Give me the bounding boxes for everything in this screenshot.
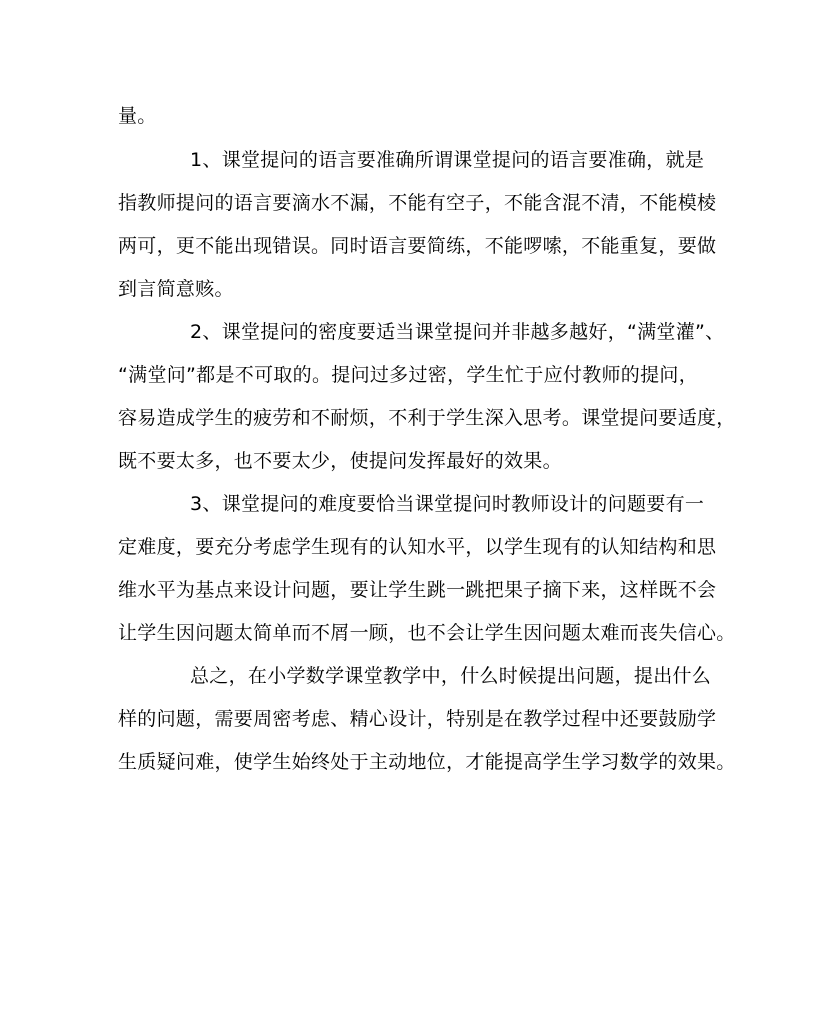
paragraph-line: 总之，在小学数学课堂教学中，什么时候提出问题，提出什么 [190, 665, 712, 687]
paragraph-line: 指教师提问的语言要滴水不漏，不能有空子，不能含混不清，不能模棱 [118, 192, 717, 214]
paragraph-line: 量。 [118, 105, 157, 127]
paragraph-line: “满堂问”都是不可取的。提问过多过密，学生忙于应付教师的提问， [118, 364, 698, 386]
paragraph-line: 2、课堂提问的密度要适当课堂提问并非越多越好，“满堂灌”、 [190, 321, 725, 343]
paragraph-line: 维水平为基点来设计问题，要让学生跳一跳把果子摘下来，这样既不会 [118, 579, 717, 601]
paragraph-line: 3、课堂提问的难度要恰当课堂提问时教师设计的问题要有一 [190, 493, 705, 515]
paragraph-line: 到言简意赅。 [118, 278, 234, 300]
paragraph-line: 定难度，要充分考虑学生现有的认知水平，以学生现有的认知结构和思 [118, 536, 717, 558]
paragraph-line: 容易造成学生的疲劳和不耐烦，不利于学生深入思考。课堂提问要适度， [118, 407, 736, 429]
paragraph-line: 两可，更不能出现错误。同时语言要简练，不能啰嗦，不能重复，要做 [118, 235, 717, 257]
paragraph-line: 1、课堂提问的语言要准确所谓课堂提问的语言要准确，就是 [190, 149, 705, 171]
paragraph-line: 既不要太多，也不要太少，使提问发挥最好的效果。 [118, 450, 562, 472]
paragraph-line: 生质疑问难，使学生始终处于主动地位，才能提高学生学习数学的效果。 [118, 751, 736, 773]
paragraph-line: 让学生因问题太简单而不屑一顾，也不会让学生因问题太难而丧失信心。 [118, 622, 736, 644]
paragraph-line: 样的问题，需要周密考虑、精心设计，特别是在教学过程中还要鼓励学 [118, 708, 717, 730]
